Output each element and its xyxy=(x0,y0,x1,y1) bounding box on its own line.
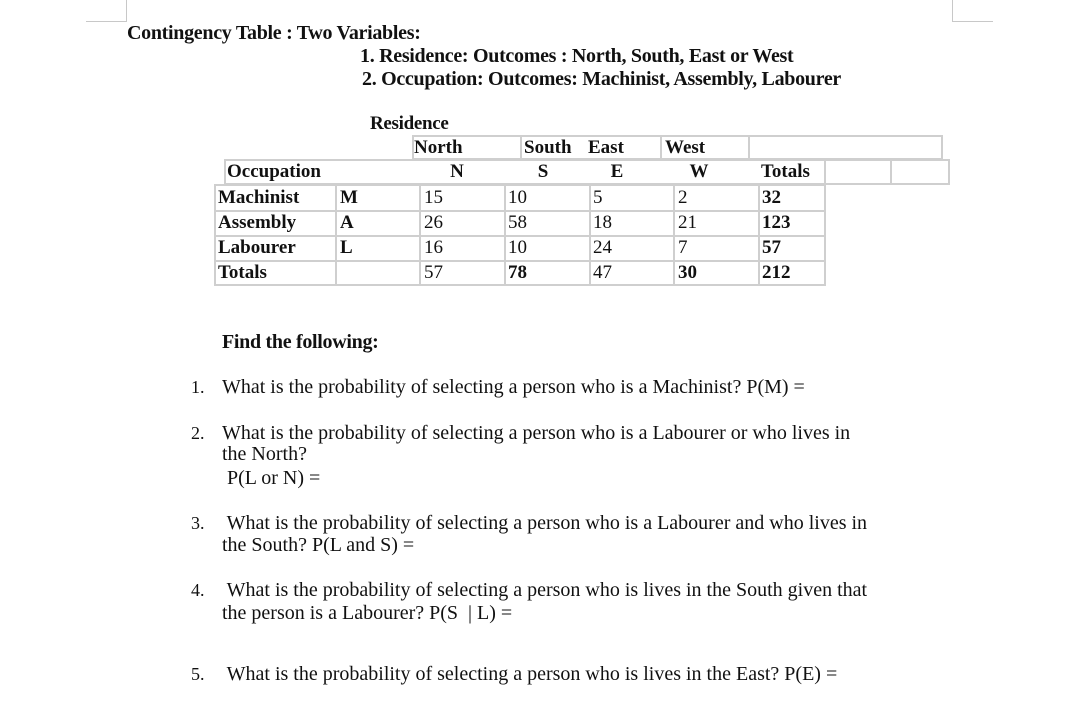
column-header-south: South xyxy=(524,137,572,158)
question-text: the person is a Labourer? P(S | L) = xyxy=(222,602,513,624)
row-label: Machinist xyxy=(218,187,300,208)
cell-value: 78 xyxy=(508,262,527,283)
cell-value: 10 xyxy=(508,187,527,208)
column-code-west: W xyxy=(689,161,709,182)
row-code: A xyxy=(340,212,354,233)
variable-occupation: 2. Occupation: Outcomes: Machinist, Assembly, Labourer xyxy=(362,68,841,90)
cell-value: 10 xyxy=(508,237,527,258)
question-text: the South? P(L and S) = xyxy=(222,534,415,556)
cell-value: 18 xyxy=(593,212,612,233)
occupation-label: Occupation xyxy=(227,161,321,182)
cell-value: 30 xyxy=(678,262,697,283)
cell-value: 57 xyxy=(424,262,443,283)
column-header-totals: Totals xyxy=(761,161,810,182)
column-header-east: East xyxy=(588,137,624,158)
column-header-north: North xyxy=(414,137,463,158)
question-number: 4. xyxy=(191,580,205,600)
code-row-extra-box-2 xyxy=(890,159,950,185)
column-code-south: S xyxy=(537,161,549,182)
cell-value: 24 xyxy=(593,237,612,258)
row-total: 57 xyxy=(762,237,781,258)
row-total: 32 xyxy=(762,187,781,208)
cell-value: 26 xyxy=(424,212,443,233)
row-total: 123 xyxy=(762,212,791,233)
question-text: What is the probability of selecting a person who is a Labourer or who lives in xyxy=(222,422,851,444)
cell-value: 2 xyxy=(678,187,688,208)
code-row-extra-box-1 xyxy=(824,159,892,185)
question-text: What is the probability of selecting a person who is lives in the East? P(E) = xyxy=(222,663,838,685)
column-code-east: E xyxy=(610,161,624,182)
cell-value: 58 xyxy=(508,212,527,233)
row-label: Labourer xyxy=(218,237,296,258)
page-corner-marker-right xyxy=(952,0,993,22)
residence-label: Residence xyxy=(370,113,449,134)
question-text: P(L or N) = xyxy=(222,467,321,489)
variable-residence: 1. Residence: Outcomes : North, South, East or West xyxy=(360,45,794,67)
cell-value: 15 xyxy=(424,187,443,208)
column-code-north: N xyxy=(450,161,464,182)
cell-value: 47 xyxy=(593,262,612,283)
question-text: What is the probability of selecting a person who is lives in the South given that xyxy=(222,579,868,601)
question-text: the North? xyxy=(222,443,307,465)
page-corner-marker-left xyxy=(86,0,127,22)
cell-value: 5 xyxy=(593,187,603,208)
grand-total: 212 xyxy=(762,262,791,283)
row-label: Totals xyxy=(218,262,267,283)
document-title: Contingency Table : Two Variables: xyxy=(127,22,421,44)
questions-heading: Find the following: xyxy=(222,331,379,353)
row-code: L xyxy=(340,237,353,258)
question-text: What is the probability of selecting a person who is a Machinist? P(M) = xyxy=(222,376,805,398)
question-number: 5. xyxy=(191,664,205,684)
question-number: 1. xyxy=(191,377,205,397)
column-header-west: West xyxy=(665,137,706,158)
cell-value: 7 xyxy=(678,237,688,258)
row-label: Assembly xyxy=(218,212,297,233)
cell-value: 21 xyxy=(678,212,697,233)
cell-value: 16 xyxy=(424,237,443,258)
row-code: M xyxy=(340,187,358,208)
question-text: What is the probability of selecting a person who is a Labourer and who lives in xyxy=(222,512,868,534)
question-number: 2. xyxy=(191,423,205,443)
header-box-blank xyxy=(748,135,943,160)
question-number: 3. xyxy=(191,513,205,533)
